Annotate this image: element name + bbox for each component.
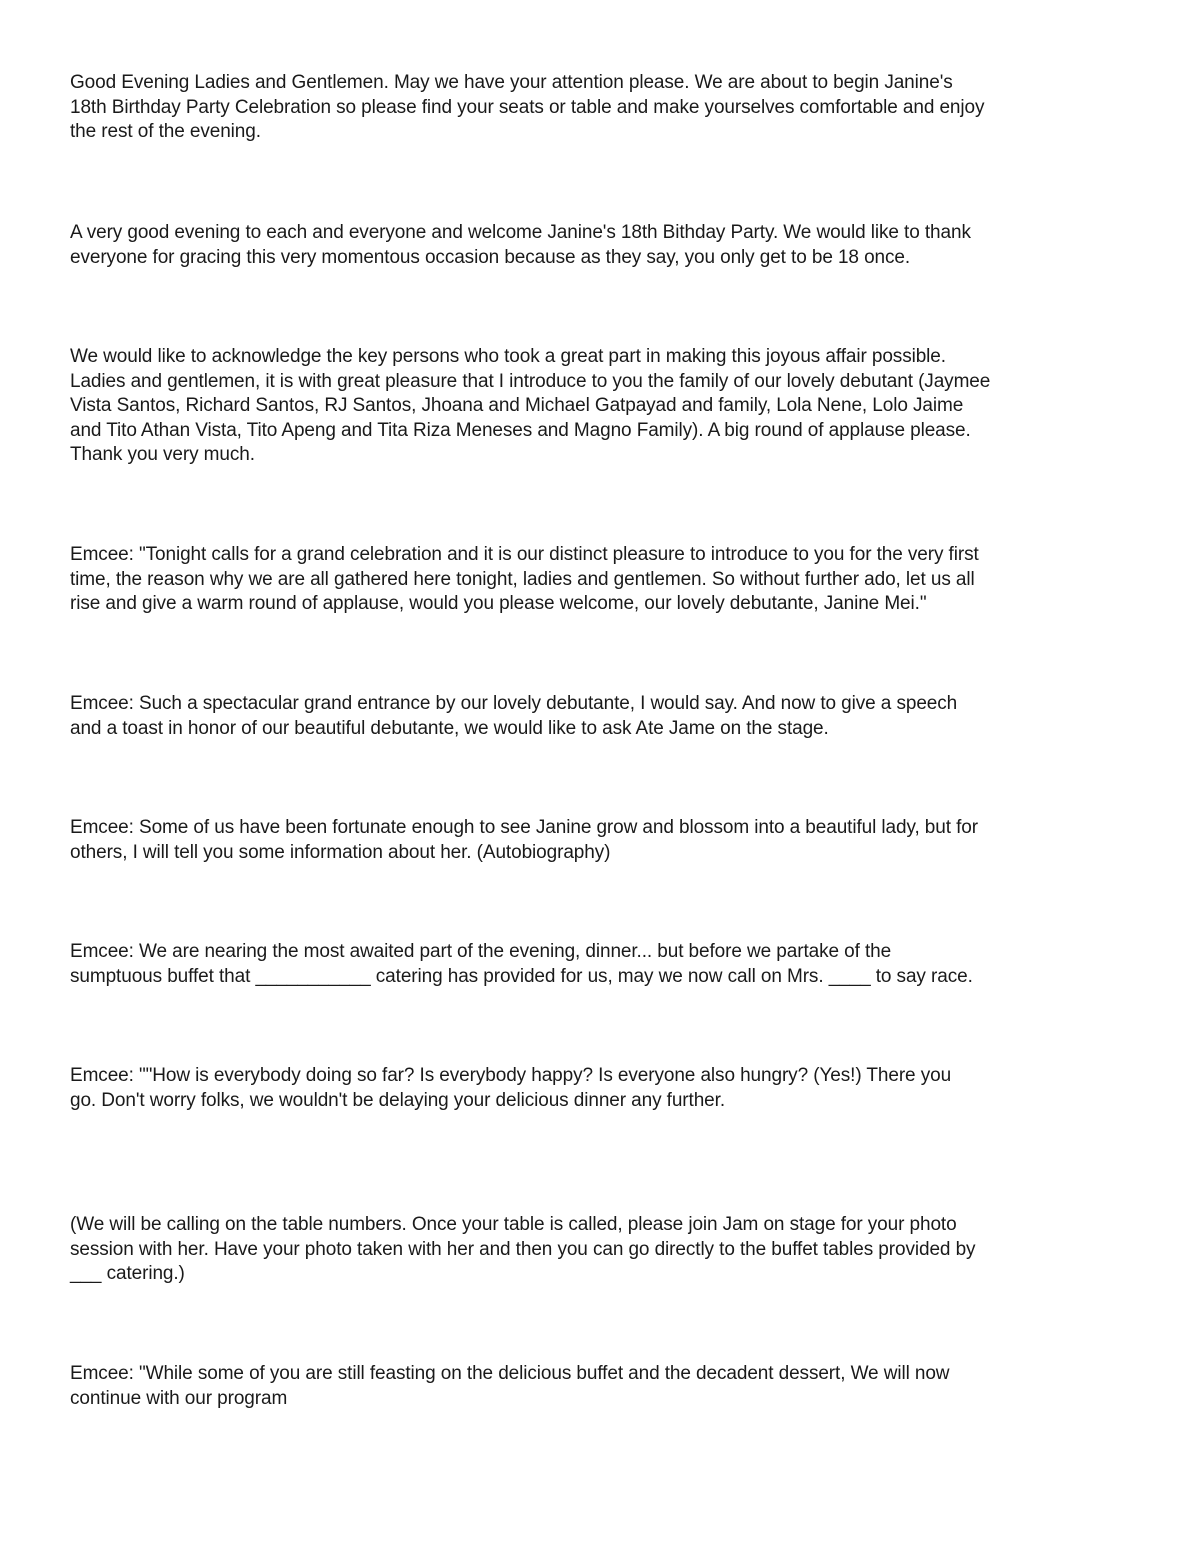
- paragraph-debutante-introduction: Emcee: "Tonight calls for a grand celebration and it is our distinct pleasure to introduce to you for the very first time, the reason why we are all gathered here tonight, ladies and gentlemen. So without further ado, let us all rise and give a warm round of applause, would you please welcome, our lovely debutante, Janine Mei.": [70, 544, 979, 615]
- paragraph-dinner-grace: Emcee: We are nearing the most awaited part of the evening, dinner... but before we partake of the sumptuous buffet that ___________ catering has provided for us, may we now call on Mrs. ____ to say race.: [70, 941, 973, 987]
- paragraph-speech-toast: Emcee: Such a spectacular grand entrance by our lovely debutante, I would say. And now to give a speech and a toast in honor of our beautiful debutante, we would like to ask Ate Jame on the stage.: [70, 693, 958, 739]
- paragraph-welcome: Good Evening Ladies and Gentlemen. May we have your attention please. We are about to begin Janine's 18th Birthday Party Celebration so please find your seats or table and make yourselves comfortable and enjoy the rest of the evening.: [70, 72, 985, 143]
- paragraph-continue-program: Emcee: "While some of you are still feasting on the delicious buffet and the decadent dessert, We will now continue with our program: [70, 1363, 950, 1409]
- paragraph-greeting: A very good evening to each and everyone and welcome Janine's 18th Bithday Party. We would like to thank everyone for gracing this very momentous occasion because as they say, you only get to be 18 once.: [70, 222, 971, 268]
- paragraph-table-photo-session: (We will be calling on the table numbers. Once your table is called, please join Jam on stage for your photo session with her. Have your photo taken with her and then you can go directly to the buffet tables provided by ___ catering.): [70, 1214, 976, 1285]
- paragraph-check-in: Emcee: ""How is everybody doing so far? Is everybody happy? Is everyone also hungry? (Yes!) There you go. Don't worry folks, we wouldn't be delaying your delicious dinner any further.: [70, 1065, 952, 1111]
- paragraph-family-acknowledgement: We would like to acknowledge the key persons who took a great part in making this joyous affair possible. Ladies and gentlemen, it is with great pleasure that I introduce to you the family of our lovely debutant (Jaymee Vista Santos, Richard Santos, RJ Santos, Jhoana and Michael Gatpayad and family, Lola Nene, Lolo Jaime and Tito Athan Vista, Tito Apeng and Tita Riza Meneses and Magno Family). A big round of applause please. Thank you very much.: [70, 346, 991, 466]
- paragraph-autobiography: Emcee: Some of us have been fortunate enough to see Janine grow and blossom into a beautiful lady, but for others, I will tell you some information about her. (Autobiography): [70, 817, 978, 863]
